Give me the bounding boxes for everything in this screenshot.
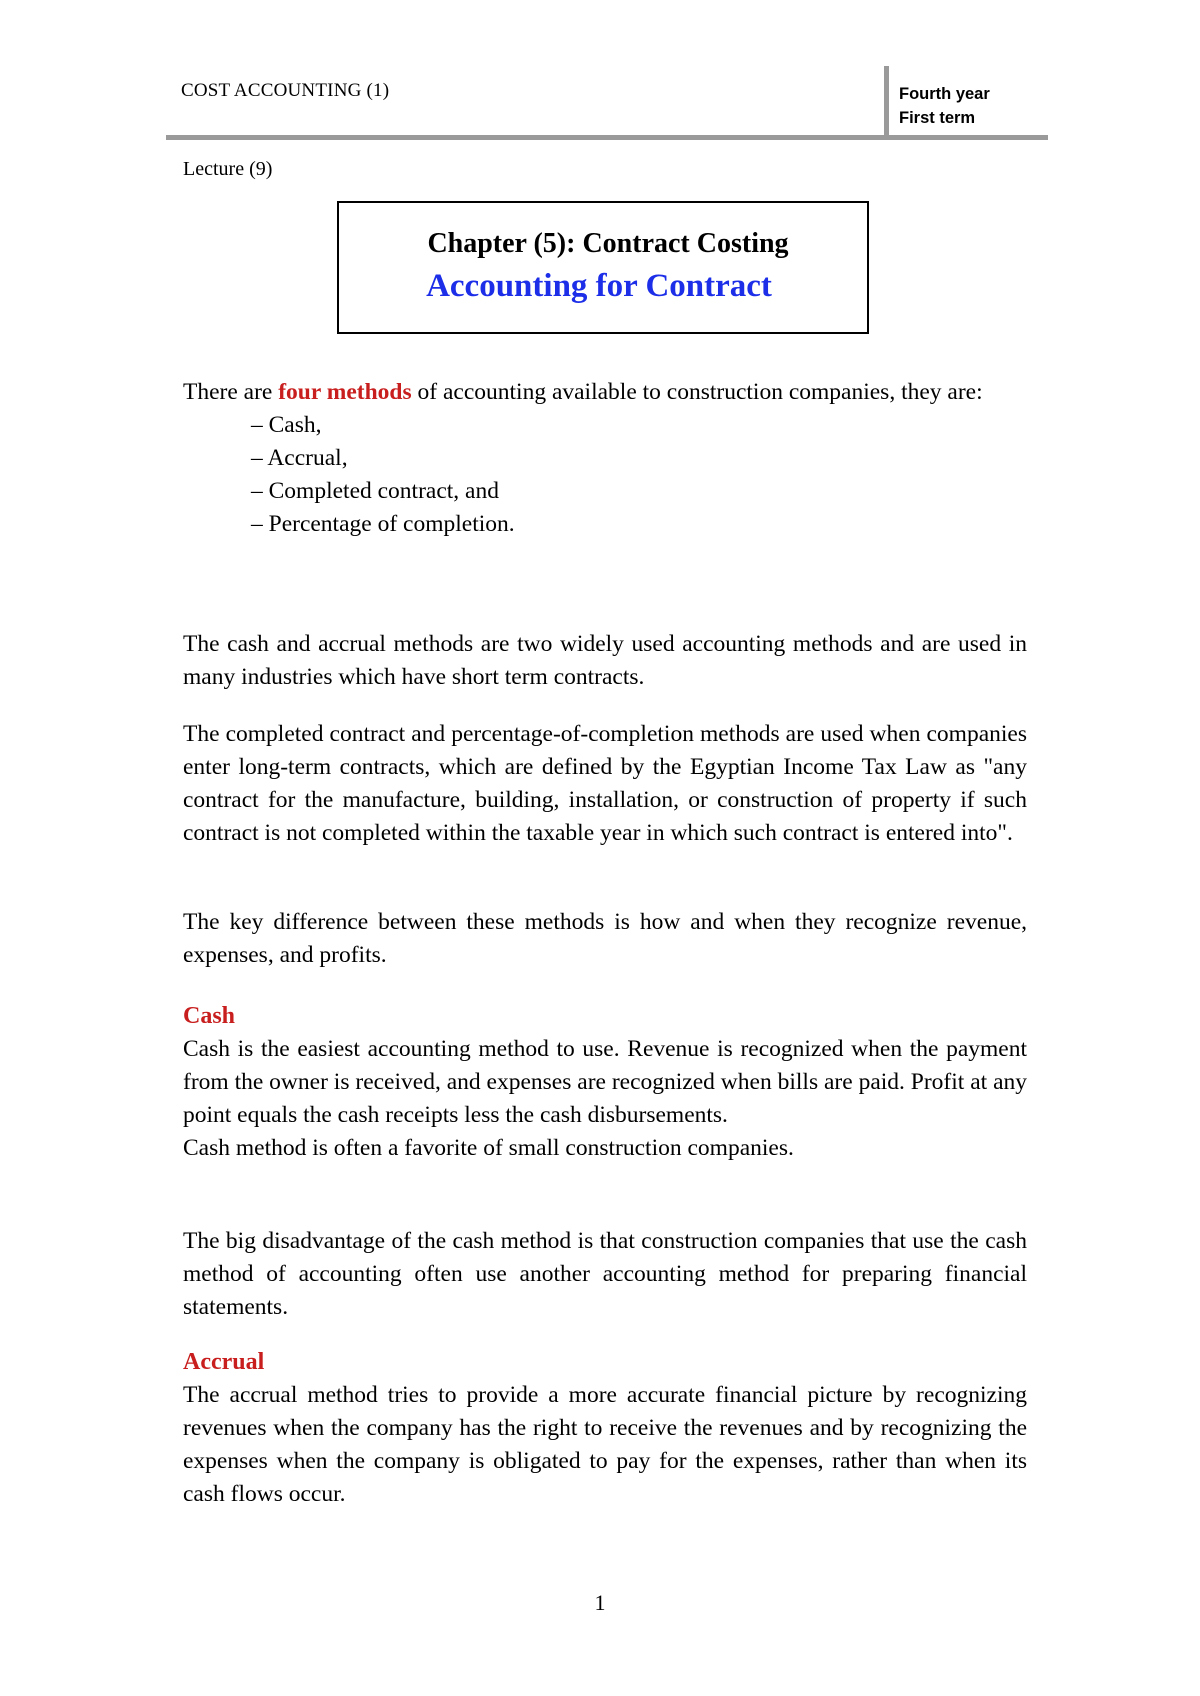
intro-highlight: four methods — [278, 379, 412, 405]
header-term: First term — [899, 109, 976, 127]
intro-text-before: There are — [183, 379, 279, 405]
paragraph-key-difference: The key difference between these methods is how and when they recognize revenue, expenses, and profits. — [183, 909, 1027, 968]
intro-section — [183, 376, 1027, 541]
paragraph-short-term: The cash and accrual methods are two widely used accounting methods and are used in many industries which have short term contracts. — [183, 631, 1027, 690]
cash-heading: Cash — [183, 1003, 236, 1029]
methods-list — [183, 409, 1027, 541]
header-left-title: COST ACCOUNTING (1) — [181, 80, 390, 101]
header-right-block — [899, 82, 990, 130]
list-item: – Cash, — [251, 412, 322, 438]
accrual-paragraph: The accrual method tries to provide a more accurate financial picture by recognizing revenues when the company has the right to receive the revenues and by recognizing the expenses when the company is obligated to pay for the expenses, rather than when its cash flows occur. — [183, 1382, 1027, 1507]
accrual-section — [183, 1346, 1027, 1511]
header-year: Fourth year — [899, 85, 990, 103]
page-number: 1 — [594, 1590, 606, 1615]
list-item: – Completed contract, and — [251, 478, 499, 504]
chapter-title: Chapter (5): Contract Costing — [427, 228, 789, 259]
accrual-heading: Accrual — [183, 1349, 265, 1375]
cash-disadvantage-paragraph: The big disadvantage of the cash method is that construction companies that use the cash method of accounting often use another accounting method for preparing financial statements. — [183, 1228, 1027, 1320]
header-vertical-rule — [884, 66, 889, 138]
header-horizontal-rule — [166, 135, 1048, 140]
lecture-label: Lecture (9) — [183, 158, 273, 180]
list-item: – Accrual, — [251, 445, 348, 471]
list-item: – Percentage of completion. — [251, 511, 515, 537]
paragraph-long-term: The completed contract and percentage-of-completion methods are used when companies enter long-term contracts, which are defined by the Egyptian Income Tax Law as "any contract for the manufacture, building, installation, or construction of property if such contract is not completed within the taxable year in which such contract is entered into". — [183, 721, 1027, 846]
cash-section — [183, 1000, 1027, 1165]
intro-paragraph — [183, 376, 1027, 409]
intro-text-after: of accounting available to construction companies, they are: — [411, 379, 983, 405]
cash-paragraph-1: Cash is the easiest accounting method to use. Revenue is recognized when the payment from the owner is received, and expenses are recognized when bills are paid. Profit at any point equals the cash receipts less the cash disbursements. — [183, 1036, 1027, 1128]
cash-paragraph-2: Cash method is often a favorite of small construction companies. — [183, 1135, 794, 1161]
chapter-box — [337, 201, 869, 334]
chapter-subtitle: Accounting for Contract — [426, 268, 772, 304]
